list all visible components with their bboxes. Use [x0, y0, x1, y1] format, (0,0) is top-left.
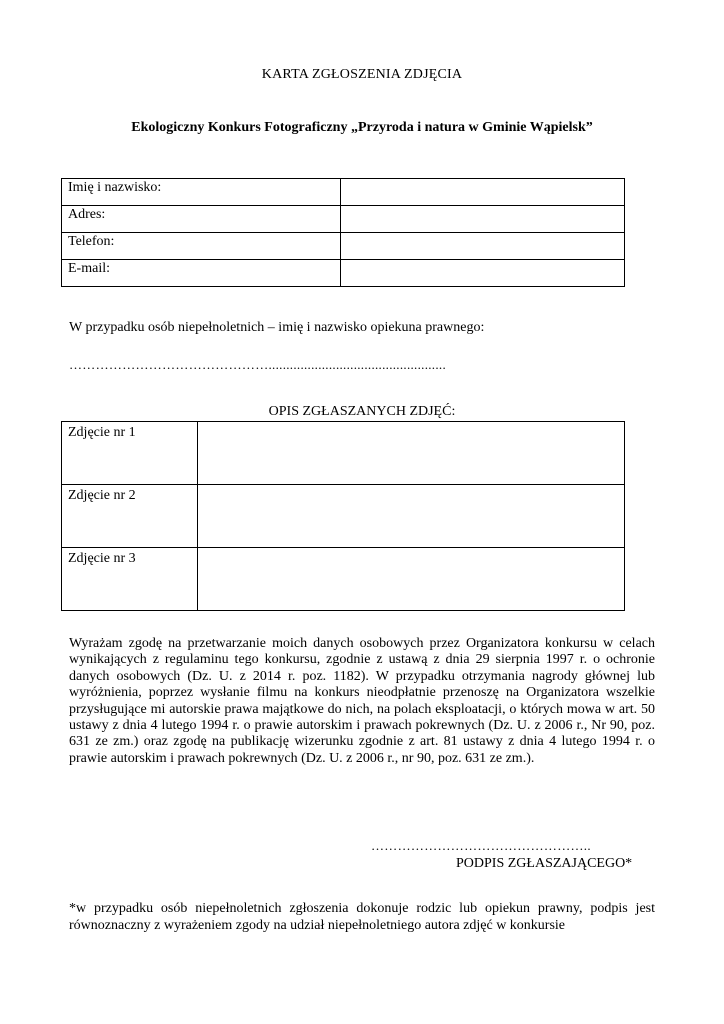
address-field[interactable]: [341, 206, 625, 233]
phone-label: Telefon:: [62, 233, 341, 260]
name-field[interactable]: [341, 179, 625, 206]
photo-2-description[interactable]: [198, 485, 625, 548]
photo-3-description[interactable]: [198, 548, 625, 611]
photo-3-label: Zdjęcie nr 3: [62, 548, 198, 611]
table-row: [62, 233, 625, 260]
photo-1-label: Zdjęcie nr 1: [62, 422, 198, 485]
contact-table: [61, 178, 625, 287]
photo-1-description[interactable]: [198, 422, 625, 485]
table-row: [62, 206, 625, 233]
table-row: [62, 179, 625, 206]
document-title: KARTA ZGŁOSZENIA ZDJĘCIA: [261, 67, 463, 82]
phone-field[interactable]: [341, 233, 625, 260]
email-label: E-mail:: [62, 260, 341, 287]
photos-heading: OPIS ZGŁASZANYCH ZDJĘĆ:: [268, 404, 456, 419]
footnote: *w przypadku osób niepełnoletnich zgłoszenia dokonuje rodzic lub opiekun prawny, podpis jest równoznaczny z wyrażeniem zgody na udział niepełnoletniego autora zdjęć w konkursie: [69, 901, 655, 933]
contest-name: Ekologiczny Konkurs Fotograficzny „Przyroda i natura w Gminie Wąpielsk”: [131, 120, 593, 135]
guardian-instruction: W przypadku osób niepełnoletnich – imię i nazwisko opiekuna prawnego:: [69, 320, 485, 335]
photo-2-label: Zdjęcie nr 2: [62, 485, 198, 548]
table-row: [62, 422, 625, 485]
consent-paragraph: Wyrażam zgodę na przetwarzanie moich danych osobowych przez Organizatora konkursu w celach wynikających z regulaminu tego konkursu, zgodnie z ustawą z dnia 29 sierpnia 1997 r. o ochronie danych osobowych (Dz. U. z 2014 r. poz. 1182). W przypadku otrzymania nagrody głównej lub wyróżnienia, poprzez wysłanie filmu na konkurs nieodpłatnie przenoszę na Organizatora wszelkie przysługujące mi autorskie prawa majątkowe do nich, na polach eksploatacji, o których mowa w art. 50 ustawy z dnia 4 lutego 1994 r. o prawie autorskim i prawach pokrewnych (Dz. U. z 2006 r., Nr 90, poz. 631 ze zm.) oraz zgodę na publikację wizerunku zgodnie z art. 81 ustawy z dnia 4 lutego 1994 r. o prawie autorskim i prawach pokrewnych (Dz. U. z 2006 r., nr 90, poz. 631 ze zm.).: [69, 636, 655, 766]
table-row: [62, 548, 625, 611]
name-label: Imię i nazwisko:: [62, 179, 341, 206]
email-field[interactable]: [341, 260, 625, 287]
signature-line: …………………………………………..: [371, 838, 591, 853]
guardian-name-line: ………………………………………..................................................: [69, 357, 446, 372]
photos-table: [61, 421, 625, 611]
signature-label: PODPIS ZGŁASZAJĄCEGO*: [456, 856, 633, 871]
table-row: [62, 260, 625, 287]
table-row: [62, 485, 625, 548]
address-label: Adres:: [62, 206, 341, 233]
